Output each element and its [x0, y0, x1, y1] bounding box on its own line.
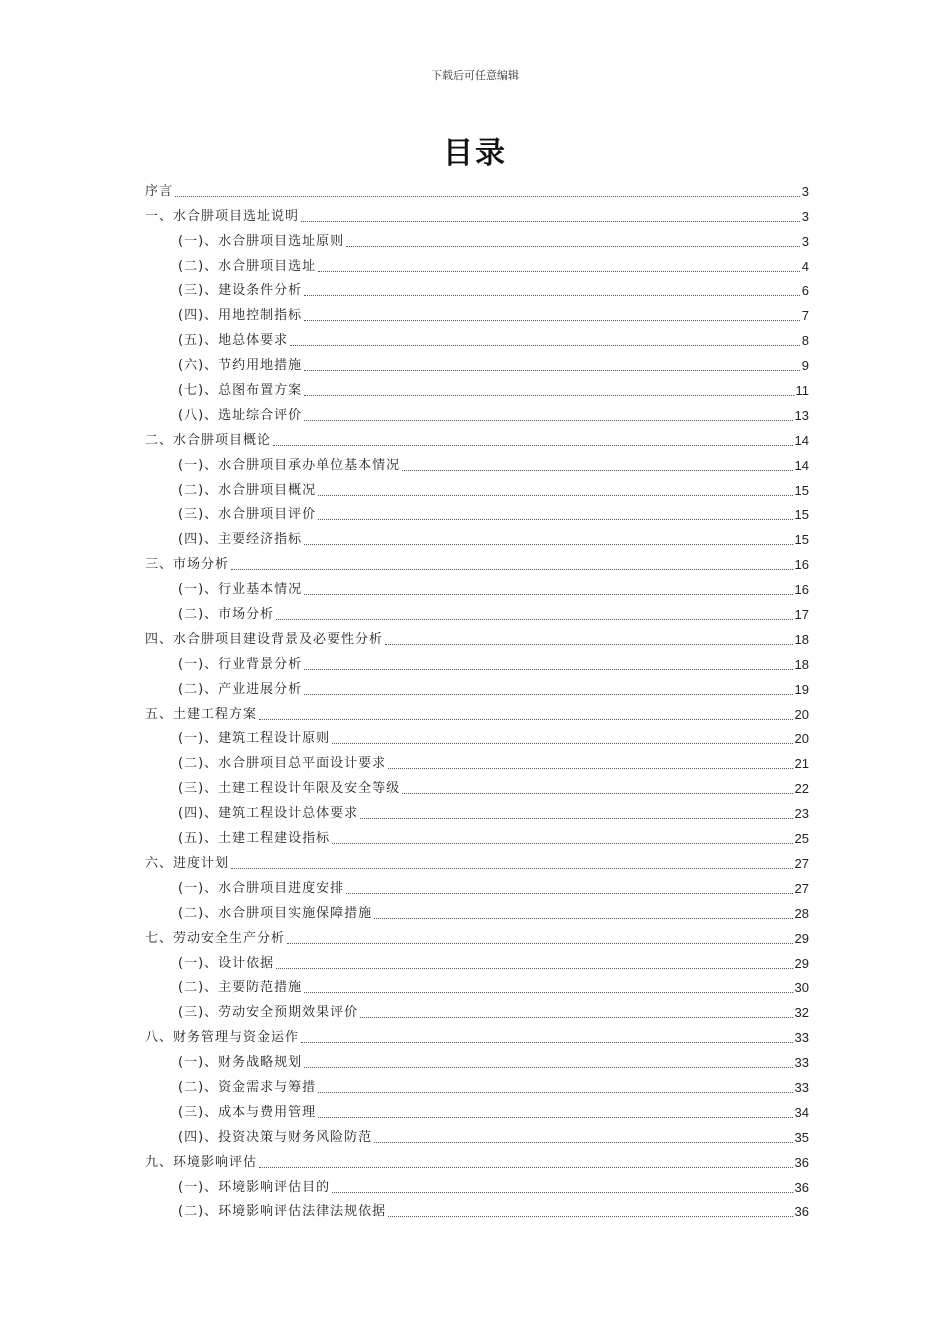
toc-entry-page: 27 — [794, 855, 809, 871]
toc-entry-page: 33 — [794, 1079, 809, 1095]
toc-dot-leader — [304, 370, 800, 371]
toc-entry-label: (一)、环境影响评估目的 — [178, 1179, 331, 1195]
toc-entry-label: 二、水合肼项目概论 — [145, 432, 272, 448]
toc-entry-page: 18 — [794, 631, 809, 647]
toc-entry[interactable] — [145, 300, 809, 325]
toc-dot-leader — [259, 1167, 793, 1168]
toc-entry-label: (三)、水合肼项目评价 — [178, 507, 317, 523]
toc-dot-leader — [290, 345, 800, 346]
toc-entry[interactable] — [145, 201, 809, 226]
toc-entry-label: 一、水合肼项目选址说明 — [145, 208, 300, 224]
toc-entry-page: 30 — [794, 980, 809, 996]
toc-dot-leader — [276, 619, 792, 620]
toc-entry-label: (一)、建筑工程设计原则 — [178, 731, 331, 747]
toc-entry[interactable] — [145, 1022, 809, 1047]
toc-entry-label: (五)、土建工程建设指标 — [178, 831, 331, 847]
toc-entry[interactable] — [145, 997, 809, 1022]
toc-entry[interactable] — [145, 574, 809, 599]
toc-entry-page: 29 — [794, 955, 809, 971]
toc-dot-leader — [304, 295, 800, 296]
toc-entry-page: 15 — [794, 532, 809, 548]
toc-entry[interactable] — [145, 500, 809, 525]
toc-entry-page: 4 — [801, 258, 809, 274]
toc-entry-page: 34 — [794, 1104, 809, 1120]
toc-entry-page: 35 — [794, 1129, 809, 1145]
toc-entry-page: 18 — [794, 656, 809, 672]
toc-entry-label: 五、土建工程方案 — [145, 706, 258, 722]
toc-entry-page: 16 — [794, 582, 809, 598]
toc-entry-page: 36 — [794, 1154, 809, 1170]
toc-dot-leader — [287, 943, 793, 944]
toc-entry[interactable] — [145, 624, 809, 649]
toc-entry-label: (二)、产业进展分析 — [178, 681, 303, 697]
toc-dot-leader — [318, 1092, 792, 1093]
toc-entry-label: (二)、主要防范措施 — [178, 980, 303, 996]
toc-entry-label: (二)、环境影响评估法律法规依据 — [178, 1204, 387, 1220]
toc-entry[interactable] — [145, 674, 809, 699]
toc-dot-leader — [304, 669, 792, 670]
toc-entry[interactable] — [145, 325, 809, 350]
header-note: 下载后可任意编辑 — [431, 69, 519, 82]
toc-entry[interactable] — [145, 798, 809, 823]
toc-entry-label: 六、进度计划 — [145, 855, 230, 871]
toc-entry-label: 三、市场分析 — [145, 557, 230, 573]
toc-dot-leader — [304, 420, 792, 421]
toc-entry-page: 13 — [794, 407, 809, 423]
toc-entry[interactable] — [145, 1072, 809, 1097]
toc-entry-page: 3 — [801, 208, 809, 224]
toc-entry[interactable] — [145, 524, 809, 549]
toc-entry-label: 四、水合肼项目建设背景及必要性分析 — [145, 631, 384, 647]
toc-dot-leader — [374, 1142, 792, 1143]
toc-entry[interactable] — [145, 973, 809, 998]
toc-entry[interactable] — [145, 226, 809, 251]
toc-entry-label: (五)、地总体要求 — [178, 333, 289, 349]
toc-entry-page: 23 — [794, 806, 809, 822]
toc-entry-label: 九、环境影响评估 — [145, 1154, 258, 1170]
table-of-contents — [145, 176, 809, 1221]
toc-entry-page: 33 — [794, 1030, 809, 1046]
toc-entry-label: (三)、成本与费用管理 — [178, 1104, 317, 1120]
toc-entry[interactable] — [145, 873, 809, 898]
toc-entry-label: (三)、建设条件分析 — [178, 283, 303, 299]
toc-dot-leader — [402, 793, 792, 794]
toc-dot-leader — [332, 843, 792, 844]
toc-dot-leader — [332, 1192, 792, 1193]
toc-entry-page: 7 — [801, 308, 809, 324]
toc-entry-label: 序言 — [145, 183, 174, 199]
toc-entry-label: (八)、选址综合评价 — [178, 407, 303, 423]
toc-entry-label: (二)、水合肼项目实施保障措施 — [178, 905, 373, 921]
toc-entry[interactable] — [145, 1172, 809, 1197]
toc-entry[interactable] — [145, 1047, 809, 1072]
toc-dot-leader — [346, 893, 792, 894]
toc-entry-page: 14 — [794, 457, 809, 473]
toc-entry-page: 3 — [801, 233, 809, 249]
toc-entry-page: 36 — [794, 1179, 809, 1195]
toc-entry-label: (一)、水合肼项目选址原则 — [178, 233, 345, 249]
toc-entry[interactable] — [145, 1122, 809, 1147]
toc-entry-page: 3 — [801, 183, 809, 199]
toc-entry-label: (三)、劳动安全预期效果评价 — [178, 1005, 359, 1021]
toc-entry[interactable] — [145, 898, 809, 923]
toc-dot-leader — [374, 918, 792, 919]
toc-entry-page: 27 — [794, 880, 809, 896]
toc-entry-label: (七)、总图布置方案 — [178, 383, 303, 399]
toc-entry-label: (二)、资金需求与筹措 — [178, 1079, 317, 1095]
toc-entry[interactable] — [145, 1197, 809, 1222]
toc-dot-leader — [259, 719, 793, 720]
page-title: 目录 — [443, 136, 507, 171]
toc-entry-page: 14 — [794, 432, 809, 448]
toc-entry-label: (二)、水合肼项目概况 — [178, 482, 317, 498]
toc-entry-label: (四)、主要经济指标 — [178, 532, 303, 548]
toc-entry-label: (一)、财务战略规划 — [178, 1055, 303, 1071]
toc-entry-label: (一)、水合肼项目承办单位基本情况 — [178, 457, 401, 473]
toc-dot-leader — [318, 519, 792, 520]
toc-dot-leader — [318, 1117, 792, 1118]
toc-entry-page: 19 — [794, 681, 809, 697]
toc-entry-label: (一)、行业背景分析 — [178, 656, 303, 672]
toc-entry-page: 21 — [794, 756, 809, 772]
toc-entry-label: (二)、水合肼项目选址 — [178, 258, 317, 274]
toc-entry-label: 七、劳动安全生产分析 — [145, 930, 286, 946]
toc-dot-leader — [332, 743, 792, 744]
toc-entry-label: (六)、节约用地措施 — [178, 358, 303, 374]
toc-entry-page: 22 — [794, 781, 809, 797]
toc-dot-leader — [360, 818, 792, 819]
toc-dot-leader — [304, 992, 792, 993]
toc-entry-label: (四)、用地控制指标 — [178, 308, 303, 324]
toc-entry-label: (一)、设计依据 — [178, 955, 275, 971]
toc-entry[interactable] — [145, 649, 809, 674]
toc-entry-page: 20 — [794, 731, 809, 747]
toc-dot-leader — [231, 569, 793, 570]
toc-entry[interactable] — [145, 350, 809, 375]
toc-entry-label: (二)、水合肼项目总平面设计要求 — [178, 756, 387, 772]
toc-entry-label: (四)、投资决策与财务风险防范 — [178, 1129, 373, 1145]
toc-entry[interactable] — [145, 276, 809, 301]
toc-dot-leader — [276, 968, 792, 969]
toc-entry-page: 17 — [794, 607, 809, 623]
toc-entry-page: 36 — [794, 1204, 809, 1220]
toc-entry-label: 八、财务管理与资金运作 — [145, 1030, 300, 1046]
toc-dot-leader — [175, 196, 800, 197]
toc-dot-leader — [231, 868, 793, 869]
toc-dot-leader — [304, 694, 792, 695]
toc-entry-page: 32 — [794, 1005, 809, 1021]
toc-dot-leader — [301, 1042, 793, 1043]
toc-dot-leader — [304, 544, 792, 545]
toc-entry[interactable] — [145, 773, 809, 798]
toc-dot-leader — [304, 1067, 792, 1068]
toc-entry-page: 29 — [794, 930, 809, 946]
toc-dot-leader — [385, 644, 793, 645]
toc-dot-leader — [402, 470, 792, 471]
toc-entry[interactable] — [145, 699, 809, 724]
toc-entry[interactable] — [145, 724, 809, 749]
toc-dot-leader — [318, 271, 800, 272]
toc-entry[interactable] — [145, 748, 809, 773]
toc-entry-page: 9 — [801, 358, 809, 374]
toc-entry-page: 6 — [801, 283, 809, 299]
toc-entry-label: (二)、市场分析 — [178, 607, 275, 623]
toc-entry-page: 15 — [794, 507, 809, 523]
toc-dot-leader — [388, 768, 792, 769]
toc-entry[interactable] — [145, 450, 809, 475]
toc-entry-page: 11 — [795, 383, 809, 399]
toc-entry[interactable] — [145, 400, 809, 425]
toc-dot-leader — [360, 1017, 792, 1018]
toc-entry[interactable] — [145, 848, 809, 873]
toc-dot-leader — [304, 320, 800, 321]
toc-entry-label: (四)、建筑工程设计总体要求 — [178, 806, 359, 822]
toc-entry-label: (一)、水合肼项目进度安排 — [178, 880, 345, 896]
toc-entry-page: 33 — [794, 1055, 809, 1071]
toc-entry-page: 20 — [794, 706, 809, 722]
toc-dot-leader — [304, 594, 792, 595]
toc-entry[interactable] — [145, 948, 809, 973]
toc-entry-page: 16 — [794, 557, 809, 573]
toc-entry-label: (三)、土建工程设计年限及安全等级 — [178, 781, 401, 797]
toc-entry[interactable] — [145, 375, 809, 400]
toc-entry[interactable] — [145, 425, 809, 450]
toc-dot-leader — [318, 495, 792, 496]
toc-dot-leader — [388, 1216, 792, 1217]
toc-entry[interactable] — [145, 549, 809, 574]
toc-entry[interactable] — [145, 475, 809, 500]
toc-entry-page: 15 — [794, 482, 809, 498]
toc-entry-page: 25 — [794, 831, 809, 847]
toc-entry-page: 8 — [801, 333, 809, 349]
toc-dot-leader — [346, 246, 800, 247]
toc-entry-label: (一)、行业基本情况 — [178, 582, 303, 598]
toc-entry[interactable] — [145, 251, 809, 276]
toc-entry[interactable] — [145, 1097, 809, 1122]
toc-entry-page: 28 — [794, 905, 809, 921]
toc-entry[interactable] — [145, 923, 809, 948]
toc-entry[interactable] — [145, 599, 809, 624]
toc-dot-leader — [301, 221, 800, 222]
toc-entry[interactable] — [145, 823, 809, 848]
toc-dot-leader — [304, 395, 793, 396]
toc-entry[interactable] — [145, 1147, 809, 1172]
toc-entry[interactable] — [145, 176, 809, 201]
toc-dot-leader — [273, 445, 793, 446]
